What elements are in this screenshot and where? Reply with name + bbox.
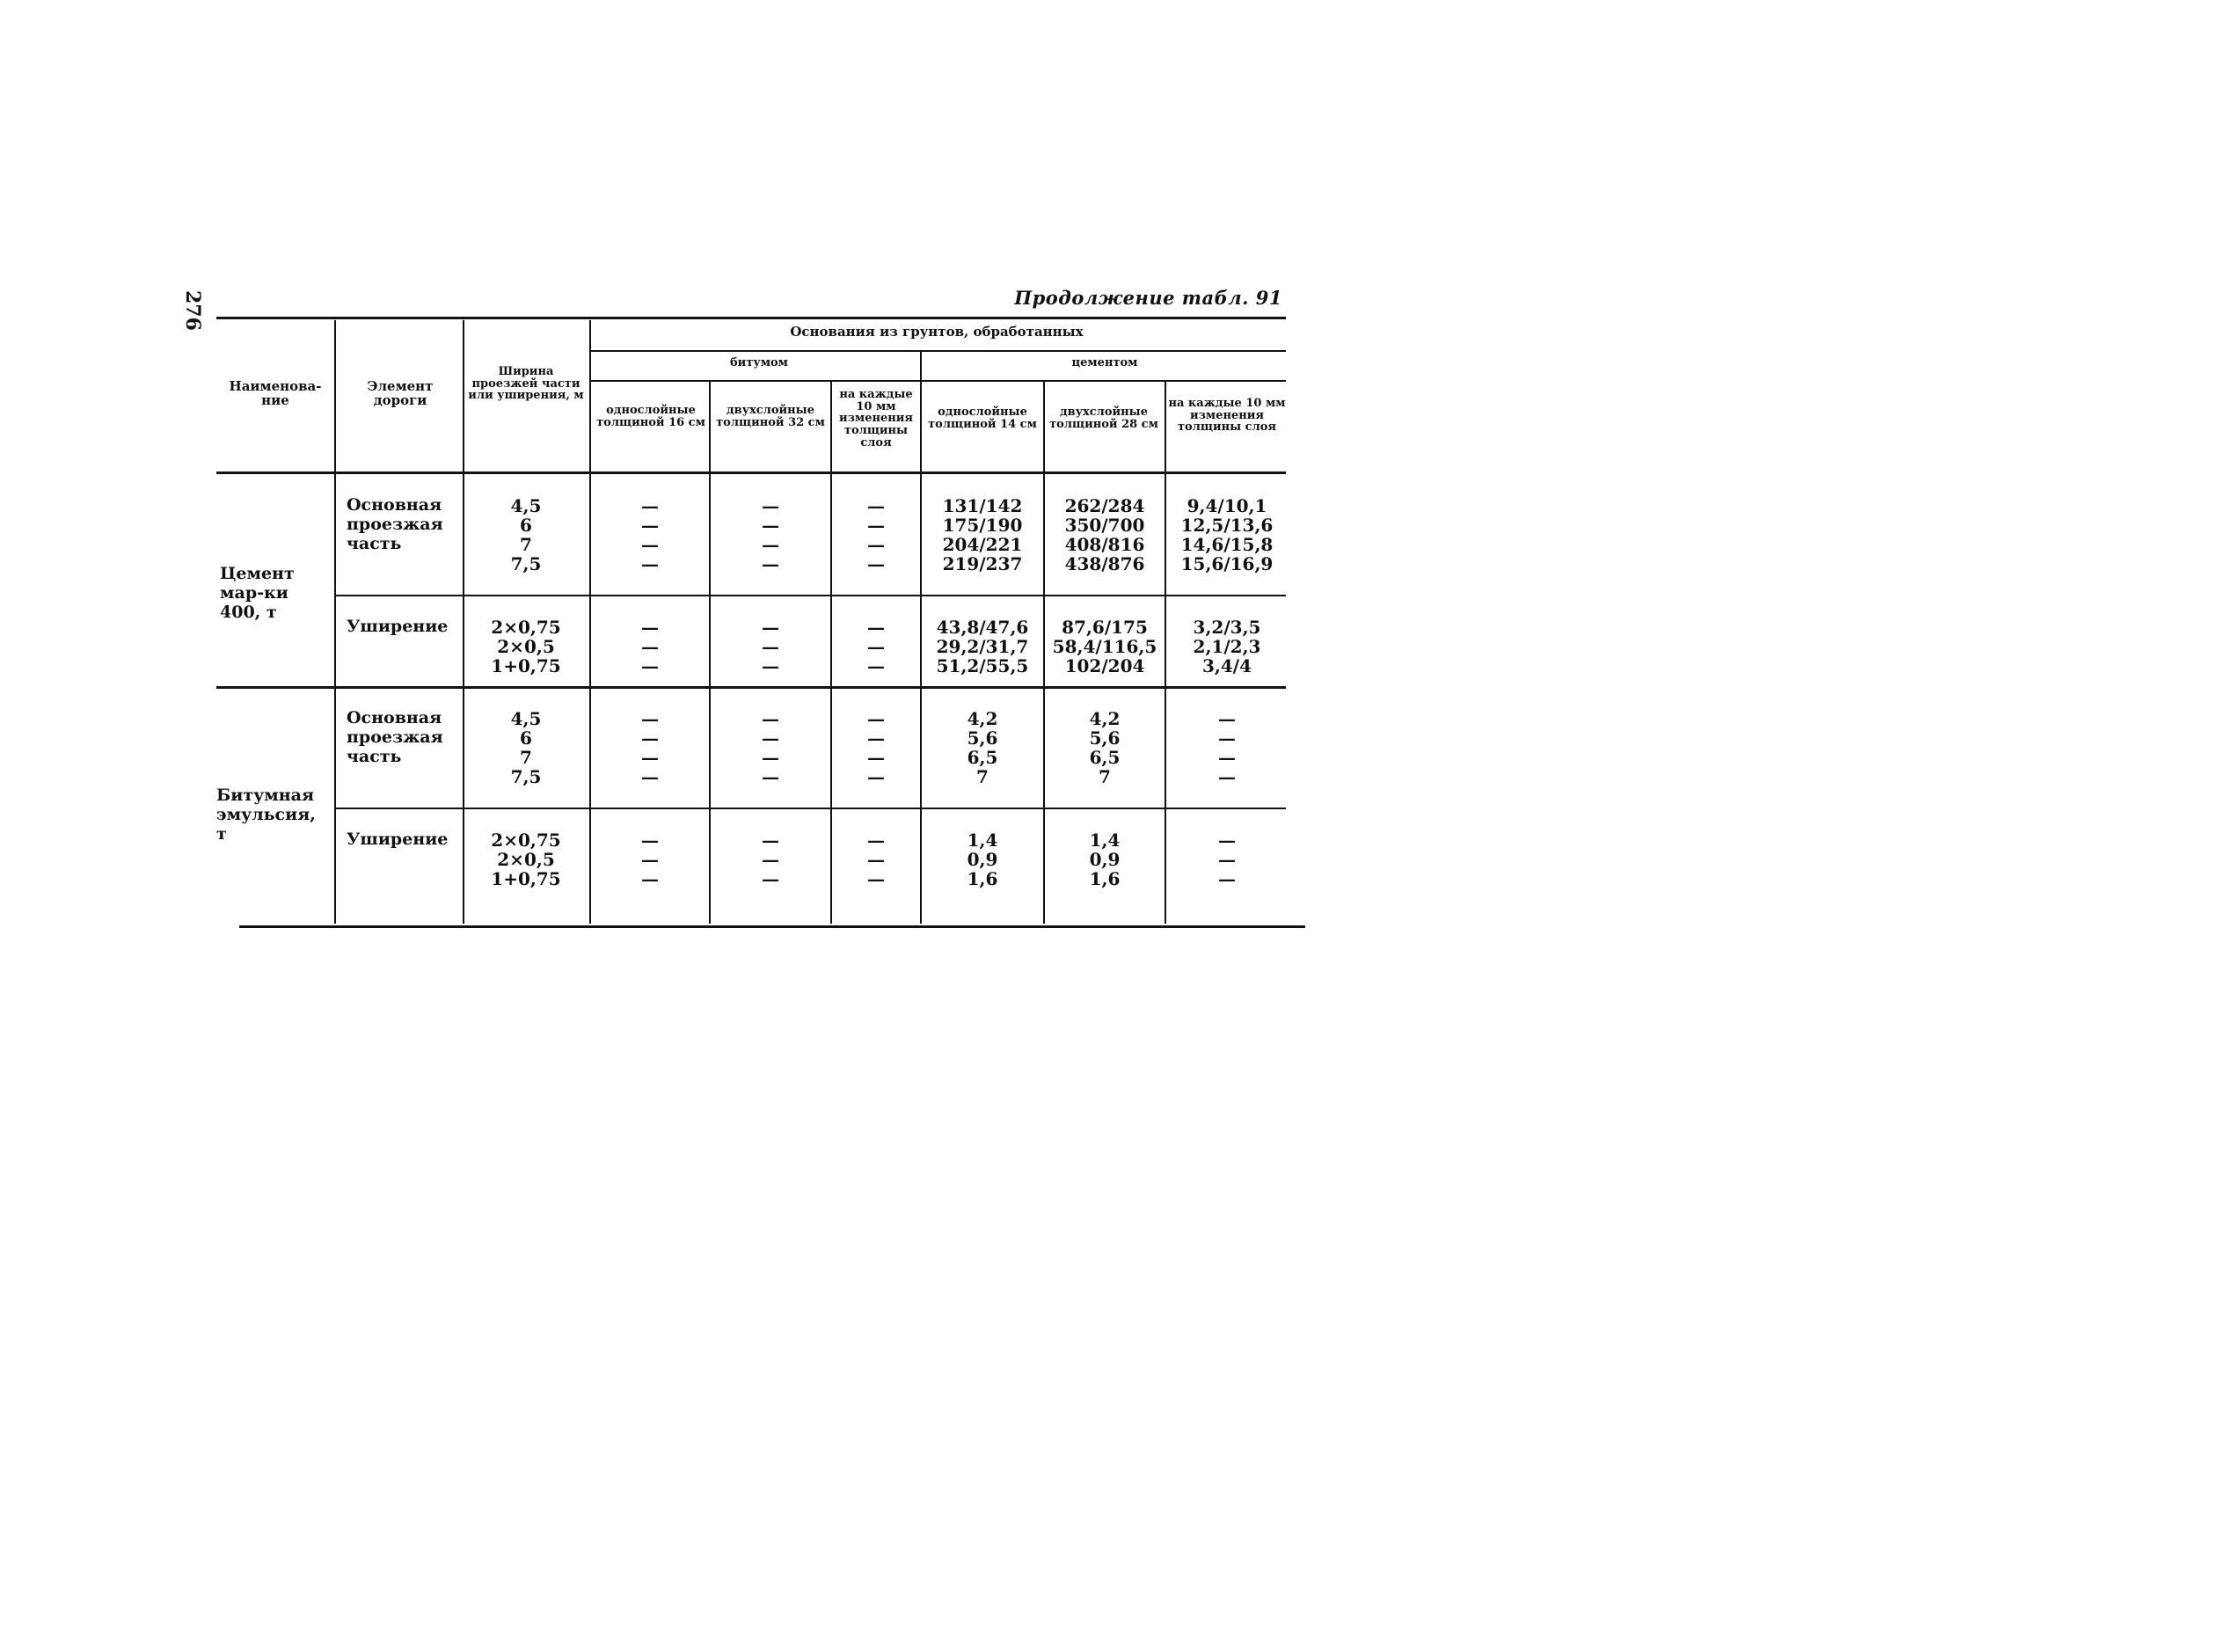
table-cell: 6,5 bbox=[967, 747, 998, 768]
table-cell: 3,2/3,5 bbox=[1193, 617, 1261, 638]
table-cell: — bbox=[641, 830, 659, 851]
table-cell: — bbox=[867, 553, 885, 574]
group-rule bbox=[216, 686, 1286, 689]
table-cell: 29,2/31,7 bbox=[936, 636, 1029, 657]
table-cell: 2,1/2,3 bbox=[1193, 636, 1261, 657]
table-cell: — bbox=[641, 747, 659, 768]
table-cell: — bbox=[762, 553, 779, 574]
table-cell: — bbox=[762, 868, 779, 889]
group-name-cement: Цемент мар-ки 400, т bbox=[220, 564, 295, 622]
table-cell: 7 bbox=[520, 747, 532, 768]
table-cell: 1+0,75 bbox=[491, 868, 561, 889]
table-cell: — bbox=[867, 534, 885, 555]
vline-4 bbox=[709, 380, 711, 924]
table-cell: — bbox=[762, 747, 779, 768]
table-cell: 6,5 bbox=[1089, 747, 1121, 768]
page-number: 276 bbox=[181, 290, 204, 331]
table-cell: 350/700 bbox=[1064, 515, 1145, 536]
table-cell: 175/190 bbox=[942, 515, 1023, 536]
header-group-rule bbox=[591, 350, 1286, 352]
vline-8 bbox=[1165, 380, 1166, 924]
table-cell: 408/816 bbox=[1064, 534, 1145, 555]
table-cell: — bbox=[867, 849, 885, 870]
header-cem-double: двухслойные толщиной 28 см bbox=[1049, 406, 1158, 431]
bit-single-column bbox=[593, 496, 707, 574]
table-cell: — bbox=[762, 727, 779, 749]
table-cell: 1,6 bbox=[1089, 868, 1121, 889]
table-cell: — bbox=[867, 495, 885, 516]
cem-per10-column bbox=[1168, 830, 1286, 888]
table-cell: 1,6 bbox=[967, 868, 998, 889]
header-group-bitumen: битумом bbox=[730, 356, 788, 369]
header-group-cement: цементом bbox=[1071, 356, 1138, 369]
table-cell: 15,6/16,9 bbox=[1180, 553, 1274, 574]
table-cell: — bbox=[762, 495, 779, 516]
table-cell: 0,9 bbox=[967, 849, 998, 870]
table-cell: 2×0,5 bbox=[497, 636, 555, 657]
table-cell: — bbox=[867, 766, 885, 787]
bit-per10-column bbox=[834, 496, 918, 574]
cem-double-column bbox=[1047, 618, 1163, 676]
header-bottom-rule bbox=[216, 471, 1286, 474]
table-cell: 58,4/116,5 bbox=[1052, 636, 1157, 657]
table-cell: 7,5 bbox=[510, 766, 542, 787]
widths-column bbox=[466, 618, 586, 676]
cem-single-column bbox=[924, 709, 1041, 786]
bit-double-column bbox=[712, 496, 829, 574]
cem-double-column bbox=[1047, 496, 1163, 574]
header-subgroup-rule bbox=[591, 380, 1286, 382]
table-cell: — bbox=[762, 849, 779, 870]
table-cell: — bbox=[867, 868, 885, 889]
element-widening: Уширение bbox=[347, 830, 449, 849]
header-bit-double: двухслойные толщиной 32 см bbox=[716, 404, 825, 429]
table-cell: 2×0,75 bbox=[491, 617, 561, 638]
table-cell: 0,9 bbox=[1089, 849, 1121, 870]
table-cell: 438/876 bbox=[1064, 553, 1145, 574]
table-cell: — bbox=[762, 708, 779, 729]
bit-single-column bbox=[593, 709, 707, 786]
table-cell: — bbox=[867, 708, 885, 729]
table-cell: — bbox=[1218, 830, 1236, 851]
vline-6 bbox=[920, 350, 922, 924]
table-cell: 7 bbox=[520, 534, 532, 555]
table-cell: 4,5 bbox=[510, 495, 542, 516]
table-cell: — bbox=[641, 655, 659, 676]
element-widening: Уширение bbox=[347, 617, 449, 636]
table-cell: 14,6/15,8 bbox=[1180, 534, 1274, 555]
vline-2 bbox=[463, 320, 464, 924]
table-cell: — bbox=[641, 708, 659, 729]
cem-per10-column bbox=[1168, 496, 1286, 574]
table-cell: 5,6 bbox=[967, 727, 998, 749]
table-cell: 262/284 bbox=[1064, 495, 1145, 516]
table-cell: — bbox=[1218, 747, 1236, 768]
table-cell: 219/237 bbox=[942, 553, 1023, 574]
cem-single-column bbox=[924, 618, 1041, 676]
cem-double-column bbox=[1047, 830, 1163, 888]
header-element: Элемент дороги bbox=[367, 378, 434, 408]
table-cell: 131/142 bbox=[942, 495, 1023, 516]
table-cell: — bbox=[762, 830, 779, 851]
header-cem-single: однослойные толщиной 14 см bbox=[928, 406, 1037, 431]
header-width: Ширина проезжей части или уширения, м bbox=[468, 365, 584, 403]
widths-column bbox=[466, 830, 586, 888]
cem-per10-column bbox=[1168, 709, 1286, 786]
table-cell: 3,4/4 bbox=[1201, 655, 1252, 676]
vline-5 bbox=[830, 380, 832, 924]
table-cell: — bbox=[762, 636, 779, 657]
cem-single-column bbox=[924, 830, 1041, 888]
table-cell: — bbox=[641, 534, 659, 555]
table-cell: — bbox=[1218, 766, 1236, 787]
table-cell: 51,2/55,5 bbox=[936, 655, 1029, 676]
table-cell: — bbox=[762, 617, 779, 638]
table-cell: — bbox=[1218, 708, 1236, 729]
bit-double-column bbox=[712, 709, 829, 786]
table-cell: — bbox=[762, 766, 779, 787]
table-cell: 7,5 bbox=[510, 553, 542, 574]
bit-single-column bbox=[593, 618, 707, 676]
table-cell: 6 bbox=[520, 515, 532, 536]
bit-per10-column bbox=[834, 830, 918, 888]
table-cell: 43,8/47,6 bbox=[936, 617, 1029, 638]
table-cell: 4,2 bbox=[967, 708, 998, 729]
table-cell: — bbox=[641, 617, 659, 638]
table-cell: — bbox=[867, 747, 885, 768]
bit-single-column bbox=[593, 830, 707, 888]
table-cell: 5,6 bbox=[1089, 727, 1121, 749]
table-cell: 12,5/13,6 bbox=[1180, 515, 1274, 536]
vline-1 bbox=[334, 320, 336, 924]
table-cell: 87,6/175 bbox=[1062, 617, 1148, 638]
table-cell: — bbox=[762, 515, 779, 536]
table-cell: — bbox=[762, 534, 779, 555]
table-cell: — bbox=[867, 515, 885, 536]
table-cell: 1,4 bbox=[967, 830, 998, 851]
table-cell: 102/204 bbox=[1064, 655, 1145, 676]
bit-double-column bbox=[712, 830, 829, 888]
row-rule-1 bbox=[334, 595, 1286, 596]
bit-per10-column bbox=[834, 709, 918, 786]
table-cell: — bbox=[641, 766, 659, 787]
table-cell: 4,5 bbox=[510, 708, 542, 729]
vline-3 bbox=[589, 320, 591, 924]
bit-double-column bbox=[712, 618, 829, 676]
table-cell: 1,4 bbox=[1089, 830, 1121, 851]
table-bottom-rule bbox=[239, 925, 1305, 928]
vline-7 bbox=[1043, 380, 1045, 924]
widths-column bbox=[466, 709, 586, 786]
table-cell: — bbox=[641, 495, 659, 516]
table-cell: 7 bbox=[1099, 766, 1111, 787]
table-cell: — bbox=[641, 636, 659, 657]
header-cem-per10: на каждые 10 мм изменения толщины слоя bbox=[1168, 397, 1286, 435]
cem-per10-column bbox=[1168, 618, 1286, 676]
header-group-main: Основания из грунтов, обработанных bbox=[790, 324, 1084, 340]
table-cell: — bbox=[762, 655, 779, 676]
bit-per10-column bbox=[834, 618, 918, 676]
table-caption: Продолжение табл. 91 bbox=[1014, 287, 1282, 309]
table-cell: 2×0,75 bbox=[491, 830, 561, 851]
table-cell: — bbox=[641, 553, 659, 574]
table-cell: — bbox=[867, 727, 885, 749]
table-cell: — bbox=[867, 655, 885, 676]
table-cell: 1+0,75 bbox=[491, 655, 561, 676]
header-name: Наименова-ние bbox=[229, 378, 322, 408]
table-cell: 7 bbox=[976, 766, 989, 787]
table-cell: — bbox=[867, 830, 885, 851]
table-cell: — bbox=[867, 636, 885, 657]
table-cell: — bbox=[641, 727, 659, 749]
table-cell: — bbox=[867, 617, 885, 638]
cem-single-column bbox=[924, 496, 1041, 574]
table-cell: — bbox=[641, 868, 659, 889]
table-cell: 6 bbox=[520, 727, 532, 749]
widths-column bbox=[466, 496, 586, 574]
table-cell: 4,2 bbox=[1089, 708, 1121, 729]
table-cell: — bbox=[1218, 727, 1236, 749]
table-cell: 204/221 bbox=[942, 534, 1023, 555]
header-bit-per10: на каждые 10 мм изменения толщины слоя bbox=[838, 388, 914, 450]
element-main-carriageway: Основная проезжая часть bbox=[347, 495, 443, 553]
table-cell: — bbox=[1218, 868, 1236, 889]
table-cell: — bbox=[641, 849, 659, 870]
group-name-emulsion: Битумная эмульсия, т bbox=[216, 786, 316, 844]
table-cell: — bbox=[1218, 849, 1236, 870]
header-bit-single: однослойные толщиной 16 см bbox=[596, 404, 705, 429]
table-cell: — bbox=[641, 515, 659, 536]
element-main-carriageway: Основная проезжая часть bbox=[347, 708, 443, 766]
cem-double-column bbox=[1047, 709, 1163, 786]
table-cell: 2×0,5 bbox=[497, 849, 555, 870]
table-top-rule bbox=[216, 317, 1286, 319]
row-rule-3 bbox=[334, 808, 1286, 809]
table-cell: 9,4/10,1 bbox=[1187, 495, 1267, 516]
